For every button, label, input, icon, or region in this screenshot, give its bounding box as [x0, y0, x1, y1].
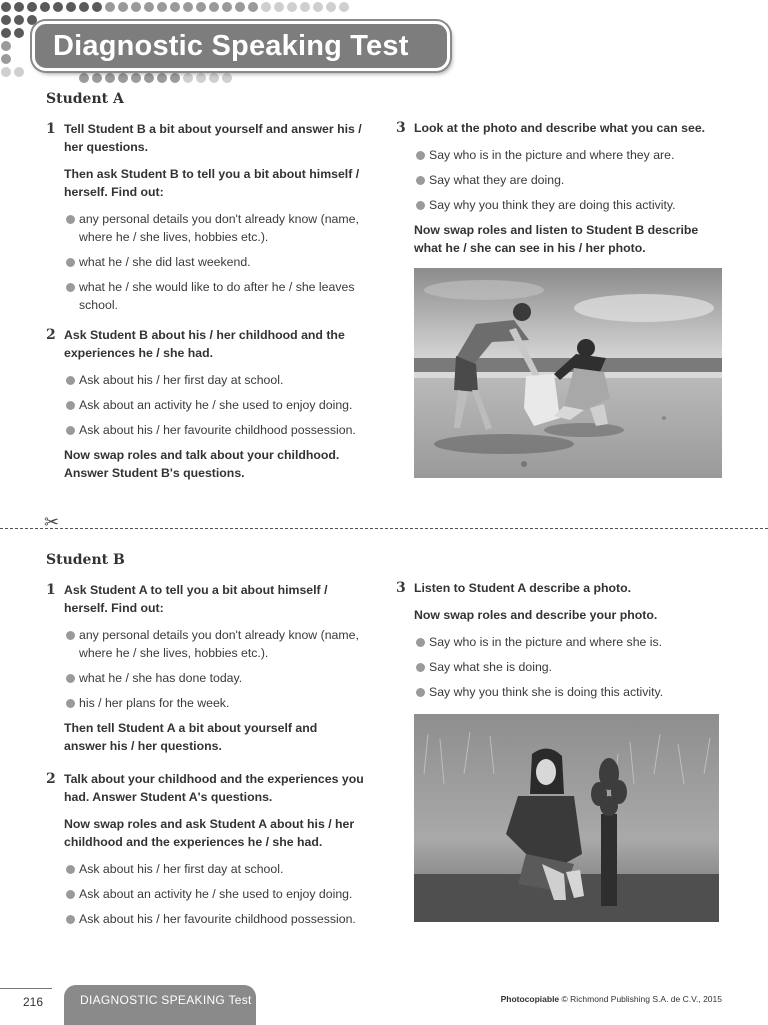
- photocopiable-label: Photocopiable: [500, 994, 560, 1004]
- cut-line: [0, 528, 768, 529]
- copyright-text: © Richmond Publishing S.A. de C.V., 2015: [561, 994, 722, 1004]
- bullet-item: what he / she would like to do after he / she leaves school.: [64, 278, 376, 314]
- bullet-item: Ask about his / her first day at school.: [64, 371, 376, 389]
- bullet-item: his / her plans for the week.: [64, 694, 376, 712]
- student-b-q1: [46, 581, 376, 764]
- bullet-item: Say what she is doing.: [414, 658, 726, 676]
- scissors-icon: ✂: [44, 512, 60, 532]
- follow-up-text: Then ask Student B to tell you a bit about himself / herself. Find out:: [64, 167, 360, 199]
- question-number: 3: [396, 580, 406, 596]
- question-number: 1: [46, 582, 56, 598]
- bullet-item: Say why you think she is doing this activity.: [414, 683, 726, 701]
- closing-text: Now swap roles and listen to Student B describe what he / she can see in his / her photo.: [414, 223, 699, 255]
- bullet-item: Ask about an activity he / she used to enjoy doing.: [64, 885, 376, 903]
- bullet-item: Ask about an activity he / she used to enjoy doing.: [64, 396, 376, 414]
- student-b-heading: Student B: [46, 552, 125, 568]
- student-a-q2: [46, 326, 376, 491]
- bullet-item: Say what they are doing.: [414, 171, 726, 189]
- bullet-item: Ask about his / her first day at school.: [64, 860, 376, 878]
- closing-text: Then tell Student A a bit about yourself and answer his / her questions.: [64, 721, 318, 753]
- student-b-q2: [46, 770, 376, 935]
- instruction-text: Talk about your childhood and the experiences you had. Answer Student A's questions.: [64, 772, 364, 804]
- copyright-notice: [501, 994, 722, 1004]
- bullet-item: any personal details you don't already know (name, where he / she lives, hobbies etc.).: [64, 626, 376, 662]
- page-number: 216: [23, 995, 44, 1009]
- question-number: 3: [396, 120, 406, 136]
- page-number-box: [0, 988, 52, 1019]
- closing-text: Now swap roles and talk about your childhood. Answer Student B's questions.: [64, 448, 340, 480]
- question-number: 2: [46, 327, 56, 343]
- instruction-text: Listen to Student A describe a photo.: [414, 581, 632, 595]
- instruction-text: Ask Student A to tell you a bit about himself / herself. Find out:: [64, 583, 328, 615]
- follow-up-text: Now swap roles and describe your photo.: [414, 608, 658, 622]
- bullet-item: Say why you think they are doing this activity.: [414, 196, 726, 214]
- bullet-item: Ask about his / her favourite childhood possession.: [64, 421, 376, 439]
- bullet-item: Say who is in the picture and where they are.: [414, 146, 726, 164]
- student-b-q3: [396, 579, 726, 708]
- instruction-text: Tell Student B a bit about yourself and answer his / her questions.: [64, 122, 362, 154]
- student-a-q3: [396, 119, 726, 266]
- instruction-text: Look at the photo and describe what you can see.: [414, 121, 706, 135]
- title-banner: [32, 21, 450, 71]
- question-number: 1: [46, 121, 56, 137]
- bullet-item: what he / she has done today.: [64, 669, 376, 687]
- bullet-item: any personal details you don't already know (name, where he / she lives, hobbies etc.).: [64, 210, 376, 246]
- section-label: DIAGNOSTIC SPEAKING Test: [80, 993, 252, 1007]
- instruction-text: Ask Student B about his / her childhood and the experiences he / she had.: [64, 328, 345, 360]
- student-a-heading: Student A: [46, 91, 124, 107]
- page-title: Diagnostic Speaking Test: [53, 30, 409, 62]
- section-tab: [64, 985, 256, 1025]
- bullet-item: what he / she did last weekend.: [64, 253, 376, 271]
- question-number: 2: [46, 771, 56, 787]
- beach-photo: [414, 268, 722, 478]
- bullet-item: Say who is in the picture and where she is.: [414, 633, 726, 651]
- student-a-q1: [46, 120, 376, 321]
- bullet-item: Ask about his / her favourite childhood possession.: [64, 910, 376, 928]
- follow-up-text: Now swap roles and ask Student A about his / her childhood and the experiences he / she had.: [64, 817, 355, 849]
- tree-planting-photo: [414, 714, 719, 922]
